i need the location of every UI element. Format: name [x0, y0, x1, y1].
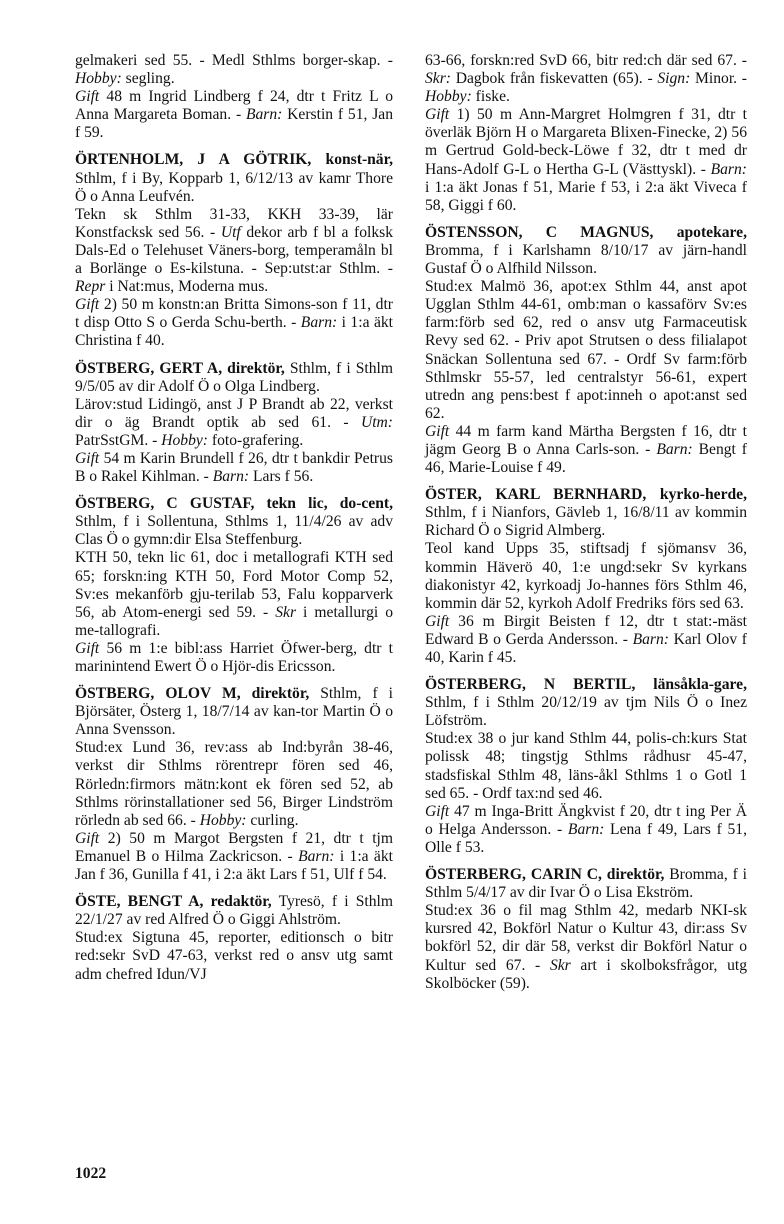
field-label: Gift: [425, 106, 450, 124]
entry-continuation: [425, 52, 747, 215]
field-label: Gift: [75, 449, 100, 467]
entry-paragraph: [425, 52, 747, 106]
entry-text: Minor. -: [690, 70, 747, 88]
entry-text: i 1:a äkt Jan f 36, Gunilla f 41, i 2:a äkt Lars f 51, Ulf f 54.: [75, 847, 393, 884]
field-label: Hobby:: [161, 431, 208, 449]
field-label: Barn:: [710, 160, 747, 178]
field-label: Hobby:: [75, 70, 122, 88]
entry-text: 63-66, forskn:red SvD 66, bitr red:ch där sed 67. -: [425, 52, 747, 69]
entry-text: Lärov:stud Lidingö, anst J P Brandt ab 22, verkst dir o äg Brandt optik ab sed 61. -: [75, 395, 393, 431]
entry-paragraph: [75, 549, 393, 639]
entry-text: Stud:ex 38 o jur kand Sthlm 44, polis-ch:kurs Stat polissk 48; tingstjg Sthlms rådhusr 45-47, stadsfiskal Sthlm 48, läns-åkl Sthlms 1 o Gotl 1 sed 65. - Ordf tax:nd sed 46.: [425, 730, 747, 802]
field-label: Repr: [75, 278, 106, 296]
field-label: Gift: [75, 639, 100, 657]
field-label: Skr: [549, 956, 571, 974]
biography-entry: [75, 495, 393, 676]
entry-text: KTH 50, tekn lic 61, doc i metallografi KTH sed 65; forskn:ing KTH 50, Ford Motor Comp 52, Sv:es mekanförb gju-terilab 53, Falu kopparverk 56, ab Atom-energi sed 59. -: [75, 549, 393, 621]
entry-text: art i skolboksfrågor, utg Skolböcker (59).: [425, 956, 748, 992]
entry-text: i 1:a äkt Christina f 40.: [75, 314, 393, 350]
field-label: Barn:: [300, 314, 338, 332]
entry-heading: ÖSTBERG, OLOV M, direktör,: [75, 685, 310, 703]
field-label: Hobby:: [199, 811, 247, 829]
entry-paragraph: [75, 296, 393, 350]
entry-text: segling.: [121, 70, 175, 88]
entry-paragraph: [425, 278, 747, 423]
biography-entry: [425, 676, 747, 857]
entry-text: Sthlm, f i By, Kopparb 1, 6/12/13 av kamr Thore Ö o Anna Leufvén.: [75, 169, 393, 205]
entry-text: i metallurgi o me-tallografi.: [75, 603, 393, 639]
field-label: Barn:: [212, 468, 250, 486]
entry-text: PatrSstGM. -: [75, 431, 162, 449]
entry-paragraph: [75, 929, 393, 983]
entry-text: fiske.: [471, 88, 510, 106]
entry-text: Tyresö, f i Sthlm 22/1/27 av red Alfred Ö o Giggi Ahlström.: [75, 893, 393, 929]
entry-text: Stud:ex Sigtuna 45, reporter, editionsch o bitr red:sekr SvD 47-63, verkst red o ansv utg samt adm chefred Idun/VJ: [75, 929, 393, 983]
entry-text: Tekn sk Sthlm 31-33, KKH 33-39, lär Konstfacksk sed 56. -: [75, 205, 393, 241]
biography-entry: [75, 151, 393, 350]
field-label: Utf: [220, 223, 241, 241]
field-label: Skr:: [425, 70, 451, 88]
entry-text: Sthlm, f i Nianfors, Gävleb 1, 16/8/11 av kommin Richard Ö o Sigrid Almberg.: [425, 504, 747, 540]
entry-text: 56 m 1:e bibl:ass Harriet Öfwer-berg, dtr t marinintend Ewert Ö o Hjör-dis Ericsson.: [75, 639, 393, 675]
entry-paragraph: [75, 450, 393, 486]
entry-paragraph: [75, 830, 393, 884]
entry-text: Bengt f 46, Marie-Louise f 49.: [425, 440, 747, 477]
field-label: Gift: [75, 829, 100, 847]
entry-header-paragraph: [425, 224, 747, 278]
field-label: Barn:: [298, 847, 335, 865]
biography-entry: [75, 685, 393, 884]
entry-heading: ÖSTER, KARL BERNHARD, kyrko-herde,: [425, 486, 747, 504]
entry-heading: ÖSTE, BENGT A, redaktör,: [75, 893, 272, 911]
entry-text: 47 m Inga-Britt Ängkvist f 20, dtr t ing Per Ä o Helga Andersson. -: [425, 802, 747, 838]
biography-entry: [425, 866, 747, 993]
entry-paragraph: [425, 540, 747, 612]
entry-paragraph: [425, 730, 747, 802]
entry-paragraph: [425, 106, 747, 215]
entry-paragraph: [75, 739, 393, 829]
entry-heading: ÖSTBERG, C GUSTAF, tekn lic, do-cent,: [75, 495, 393, 513]
entry-paragraph: [75, 640, 393, 676]
page-number: 1022: [75, 1165, 107, 1182]
field-label: Gift: [75, 296, 100, 314]
entry-text: i Nat:mus, Moderna mus.: [105, 278, 269, 296]
entry-paragraph: [75, 396, 393, 450]
entry-text: Karl Olov f 40, Karin f 45.: [425, 630, 747, 666]
entry-paragraph: [425, 902, 747, 992]
entry-text: gelmakeri sed 55. - Medl Sthlms borger-skap. -: [75, 52, 393, 69]
entry-header-paragraph: [75, 893, 393, 929]
entry-text: 1) 50 m Ann-Margret Holmgren f 31, dtr t överläk Björn H o Margareta Blixen-Finecke, 2) 56 m Gertrud Gold-beck-Löwe f 32, dtr t med dr Hans-Adolf G-L o Hertha G-L (Västtyskl). -: [425, 106, 747, 178]
left-column: [75, 52, 393, 984]
entry-header-paragraph: [75, 151, 393, 205]
field-label: Hobby:: [425, 88, 472, 106]
entry-text: 48 m Ingrid Lindberg f 24, dtr t Fritz L o Anna Margareta Boman. -: [75, 88, 393, 124]
entry-text: 2) 50 m Margot Bergsten f 21, dtr t tjm Emanuel B o Hilma Zackricson. -: [75, 829, 393, 865]
field-label: Barn:: [632, 630, 669, 648]
entry-header-paragraph: [75, 360, 393, 396]
field-label: Gift: [75, 88, 100, 106]
entry-text: 36 m Birgit Beisten f 12, dtr t stat:-mäst Edward B o Gerda Andersson. -: [425, 612, 747, 648]
entry-continuation: [75, 52, 393, 142]
field-label: Skr: [275, 603, 297, 621]
field-label: Barn:: [245, 106, 283, 124]
entry-text: Stud:ex Malmö 36, apot:ex Sthlm 44, anst apot Ugglan Sthlm 44-61, omb:man o kassaförv Sv:es farm:förb sed 62, red o ansv utg Farmaceutisk Revy sed 62. - Priv apot Strutsen o dess filialapot Snäckan Sollentuna sed 67. - Ordf Sv farm:förb Sthlmskr 55-57, led centralstyr 56-61, expert utredn ang pens:best f apot:inneh o apot:anst sed 62.: [425, 278, 747, 422]
entry-text: dekor arb f bl a folksk Dals-Ed o Telehuset Väners-borg, temperamåln bl a Borlänge o Es-kilstuna. - Sep:utst:ar Sthlm. -: [75, 223, 393, 278]
field-label: Gift: [425, 422, 450, 440]
entry-paragraph: [75, 52, 393, 88]
entry-paragraph: [425, 423, 747, 477]
entry-paragraph: [425, 613, 747, 667]
entry-paragraph: [75, 206, 393, 296]
field-label: Sign:: [657, 70, 691, 88]
entry-heading: ÖSTERBERG, CARIN C, direktör,: [425, 866, 665, 884]
entry-text: Lena f 49, Lars f 51, Olle f 53.: [425, 820, 747, 856]
field-label: Gift: [425, 612, 450, 630]
entry-heading: ÖSTBERG, GERT A, direktör,: [75, 359, 285, 377]
entry-text: Sthlm, f i Sthlm 20/12/19 av tjm Nils Ö o Inez Löfström.: [425, 694, 747, 730]
entry-text: foto-grafering.: [208, 431, 304, 449]
entry-text: 44 m farm kand Märtha Bergsten f 16, dtr t jägm Georg B o Anna Carls-son. -: [425, 422, 747, 458]
entry-text: Kerstin f 51, Jan f 59.: [75, 106, 393, 142]
entry-header-paragraph: [425, 676, 747, 730]
entry-text: Stud:ex 36 o fil mag Sthlm 42, medarb NKI-sk kursred 42, Bokförl Natur o Kultur 43, dir:ass Sv bokförl 52, dir där 58, verkst dir Bokförl Natur o Kultur sed 67. -: [425, 902, 747, 974]
entry-text: Dagbok från fiskevatten (65). -: [450, 70, 658, 88]
entry-text: 54 m Karin Brundell f 26, dtr t bankdir Petrus B o Rakel Kihlman. -: [75, 449, 393, 486]
biography-entry: [75, 360, 393, 487]
entry-header-paragraph: [75, 685, 393, 739]
entry-text: Bromma, f i Sthlm 5/4/17 av dir Ivar Ö o Lisa Ekström.: [425, 866, 747, 902]
entry-text: i 1:a äkt Jonas f 51, Marie f 53, i 2:a äkt Viveca f 58, Giggi f 60.: [425, 178, 747, 214]
entry-text: 2) 50 m konstn:an Britta Simons-son f 11, dtr t disp Otto S o Gerda Schu-berth. -: [75, 296, 393, 332]
field-label: Barn:: [567, 820, 605, 838]
entry-header-paragraph: [425, 486, 747, 540]
field-label: Utm:: [360, 413, 393, 431]
entry-text: Stud:ex Lund 36, rev:ass ab Ind:byrån 38-46, verkst dir Sthlms rörentrepr fören sed 46, Rörledn:firmors mätn:kont ek fören sed 52, ab Sthlms rörinstallationer sed 56, Birger Lindström rörledn ab sed 66. -: [75, 739, 393, 829]
entry-text: Sthlm, f i Björsäter, Österg 1, 18/7/14 av kan-tor Martin Ö o Anna Svensson.: [75, 685, 393, 739]
biography-entry: [425, 486, 747, 667]
entry-text: curling.: [246, 811, 299, 829]
entry-header-paragraph: [75, 495, 393, 549]
biography-entry: [425, 224, 747, 477]
entry-heading: ÖSTERBERG, N BERTIL, länsåkla-gare,: [425, 676, 747, 694]
entry-text: Sthlm, f i Sollentuna, Sthlms 1, 11/4/26 av adv Clas Ö o gymn:dir Elsa Steffenburg.: [75, 513, 393, 549]
entry-paragraph: [425, 803, 747, 857]
entry-text: Teol kand Upps 35, stiftsadj f sjömansv 36, kommin Häverö 40, 1:e ungd:sekr Sv kyrkans diakonistyr 42, kyrkoadj Jo-hannes förs Sthlm 46, kommin där 52, kyrkoh Adolf Fredriks förs sed 63.: [425, 540, 747, 612]
field-label: Barn:: [656, 440, 693, 458]
entry-header-paragraph: [425, 866, 747, 902]
entry-heading: ÖSTENSSON, C MAGNUS, apotekare,: [425, 223, 747, 241]
entry-heading: ÖRTENHOLM, J A GÖTRIK, konst-när,: [75, 151, 393, 169]
entry-text: Lars f 56.: [249, 468, 314, 486]
entry-paragraph: [75, 88, 393, 142]
field-label: Gift: [425, 802, 450, 820]
entry-text: Bromma, f i Karlshamn 8/10/17 av järn-handl Gustaf Ö o Alfhild Nilsson.: [425, 241, 747, 278]
right-column: [425, 52, 747, 993]
biography-entry: [75, 893, 393, 983]
entry-text: Sthlm, f i Sthlm 9/5/05 av dir Adolf Ö o Olga Lindberg.: [75, 359, 394, 395]
